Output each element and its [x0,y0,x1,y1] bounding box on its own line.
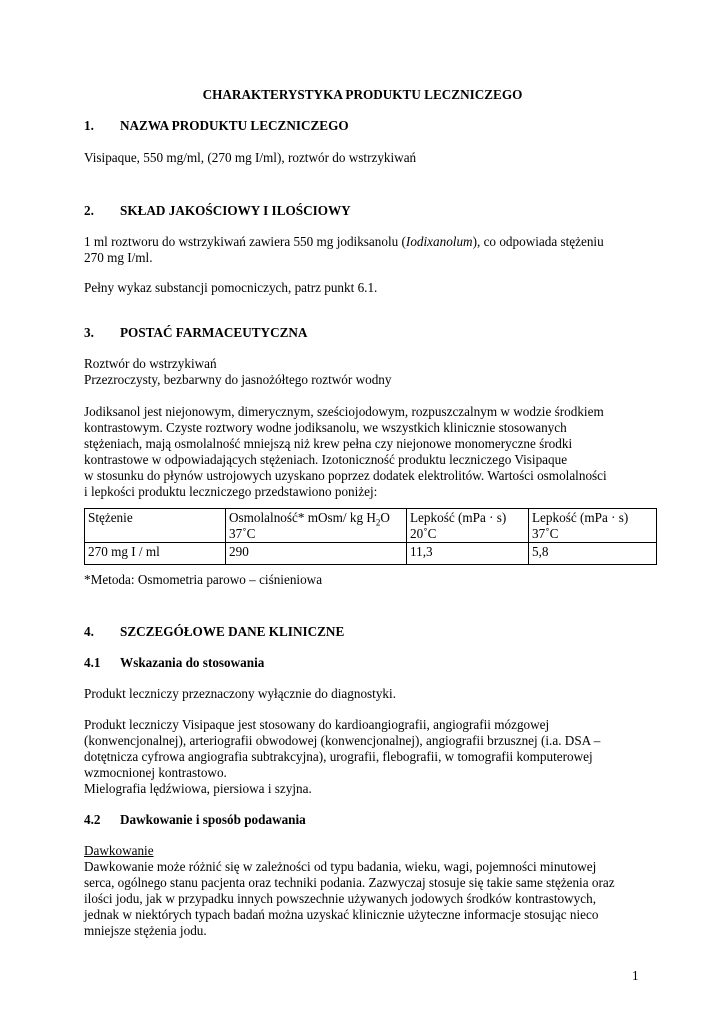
paragraph-line: Dawkowanie może różnić się w zależności od typu badania, wieku, wagi, pojemności minutowej [84,859,597,874]
paragraph-line: i lepkości produktu leczniczego przedstawiono poniżej: [84,484,378,499]
document-title: CHARAKTERYSTYKA PRODUKTU LECZNICZEGO [202,87,523,102]
table-header-row [85,509,657,543]
table-cell: Stężenie [85,509,226,543]
paragraph-line: mniejsze stężenia jodu. [84,923,207,938]
table-row [85,543,657,565]
section-number: 3. [84,325,94,340]
subsection-heading: Dawkowanie i sposób podawania [120,812,306,827]
composition-line-2: 270 mg I/ml. [84,250,153,265]
product-name-text: Visipaque, 550 mg/ml, (270 mg I/ml), roztwór do wstrzykiwań [84,150,417,165]
section-heading: POSTAĆ FARMACEUTYCZNA [120,325,308,340]
paragraph-line: ilości jodu, jak w przypadku innych powszechnie używanych jodowych środków kontrastowych, [84,891,597,906]
paragraph-line: stężeniach, mają osmolalność mniejszą niż krew pełna czy niejonowe monomeryczne środki [84,436,573,451]
subsection-heading: Wskazania do stosowania [120,655,265,670]
paragraph-line: w stosunku do płynów ustrojowych uzyskano poprzez dodatek elektrolitów. Wartości osmolalności [84,468,607,483]
indication-text: Produkt leczniczy przeznaczony wyłącznie do diagnostyki. [84,686,396,701]
paragraph-line: kontrastowe w odpowiadających stężeniach. Izotoniczność produktu leczniczego Visipaque [84,452,568,467]
subsection-number: 4.2 [84,812,101,827]
section-heading: NAZWA PRODUKTU LECZNICZEGO [120,118,349,133]
paragraph-line: Produkt leczniczy Visipaque jest stosowany do kardioangiografii, angiografii mózgowej [84,717,550,732]
form-line-1: Roztwór do wstrzykiwań [84,356,217,371]
paragraph-line: (konwencjonalnej), arteriografii obwodowej (konwencjonalnej), angiografii brzusznej (i.a. DSA – [84,733,601,748]
section-heading: SKŁAD JAKOŚCIOWY I ILOŚCIOWY [120,203,351,218]
section-number: 2. [84,203,94,218]
paragraph-line: serca, ogólnego stanu pacjenta oraz techniki podania. Zazwyczaj stosuje się takie same stężenia oraz [84,875,615,890]
section-number: 4. [84,624,94,639]
paragraph-line: dotętnicza cyfrowa angiografia subtrakcyjna), urografii, flebografii, w tomografii komputerowej [84,749,593,764]
subsection-number: 4.1 [84,655,101,670]
table-cell: Lepkość (mPa · s) 37˚C [529,509,657,543]
paragraph-line: kontrastowym. Czyste roztwory wodne jodiksanolu, we wszystkich klinicznie stosowanych [84,420,567,435]
dosage-subheading: Dawkowanie [84,843,154,858]
table-cell: 270 mg I / ml [85,543,226,565]
paragraph-line: Jodiksanol jest niejonowym, dimerycznym, sześciojodowym, rozpuszczalnym w wodzie środkiem [84,404,604,419]
excipients-text: Pełny wykaz substancji pomocniczych, patrz punkt 6.1. [84,280,378,295]
composition-line-1: 1 ml roztworu do wstrzykiwań zawiera 550 mg jodiksanolu (Iodixanolum), co odpowiada stężeniu [84,234,604,249]
form-line-2: Przezroczysty, bezbarwny do jasnożółtego roztwór wodny [84,372,392,387]
osmolality-viscosity-table [84,508,657,565]
section-number: 1. [84,118,94,133]
table-cell: Lepkość (mPa · s) 20˚C [407,509,529,543]
paragraph-line: jednak w niektórych typach badań można uzyskać klinicznie użyteczne informacje stosując nieco [84,907,599,922]
table-cell: 11,3 [407,543,529,565]
table-cell: 5,8 [529,543,657,565]
paragraph-line: wzmocnionej kontrastowo. [84,765,227,780]
table-cell: 290 [226,543,407,565]
paragraph-line: Mielografia lędźwiowa, piersiowa i szyjna. [84,781,312,796]
section-heading: SZCZEGÓŁOWE DANE KLINICZNE [120,624,345,639]
method-note: *Metoda: Osmometria parowo – ciśnieniowa [84,572,323,587]
table-cell: Osmolalność* mOsm/ kg $H_2O$ 37˚C [226,509,407,543]
page-number: 1 [632,968,639,983]
